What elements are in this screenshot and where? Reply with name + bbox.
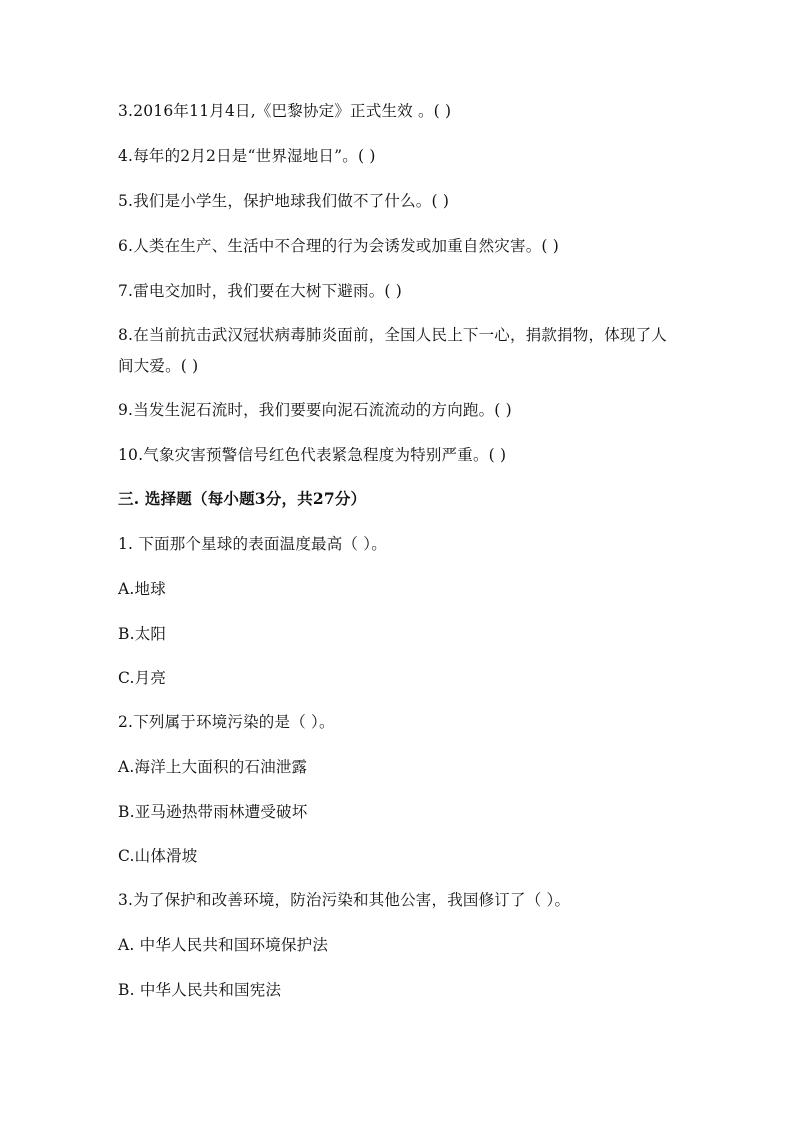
tf-question-3: 3.2016年11月4日,《巴黎协定》正式生效 。( ) <box>118 102 452 120</box>
mc-question-3-option-b: B. 中华人民共和国宪法 <box>118 981 282 999</box>
tf-question-5: 5.我们是小学生，保护地球我们做不了什么。( ) <box>118 192 450 210</box>
tf-question-7: 7.雷电交加时，我们要在大树下避雨。( ) <box>118 282 403 300</box>
tf-question-8: 8.在当前抗击武汉冠状病毒肺炎面前，全国人民上下一心，捐款捐物，体现了人 <box>118 326 667 344</box>
mc-question-2-stem: 2.下列属于环境污染的是（ ）。 <box>118 713 335 731</box>
tf-question-4: 4.每年的2月2日是“世界湿地日”。( ) <box>118 147 376 165</box>
mc-question-1-option-b: B.太阳 <box>118 625 167 643</box>
mc-question-2-option-c: C.山体滑坡 <box>118 847 198 865</box>
mc-question-1-stem: 1. 下面那个星球的表面温度最高（ ）。 <box>118 535 387 553</box>
tf-question-10: 10.气象灾害预警信号红色代表紧急程度为特别严重。( ) <box>118 446 507 464</box>
mc-question-3-stem: 3.为了保护和改善环境，防治污染和其他公害，我国修订了（ ）。 <box>118 891 571 909</box>
mc-question-3-option-a: A. 中华人民共和国环境保护法 <box>118 936 329 954</box>
section-heading-multiple-choice: 三. 选择题（每小题3分，共27分） <box>118 489 367 508</box>
tf-question-8-continuation: 间大爱。( ) <box>118 357 199 375</box>
tf-question-6: 6.人类在生产、生活中不合理的行为会诱发或加重自然灾害。( ) <box>118 237 560 255</box>
mc-question-2-option-b: B.亚马逊热带雨林遭受破坏 <box>118 803 308 821</box>
mc-question-2-option-a: A.海洋上大面积的石油泄露 <box>118 758 308 776</box>
tf-question-9: 9.当发生泥石流时，我们要要向泥石流流动的方向跑。( ) <box>118 401 512 419</box>
mc-question-1-option-c: C.月亮 <box>118 669 167 687</box>
mc-question-1-option-a: A.地球 <box>118 580 166 598</box>
